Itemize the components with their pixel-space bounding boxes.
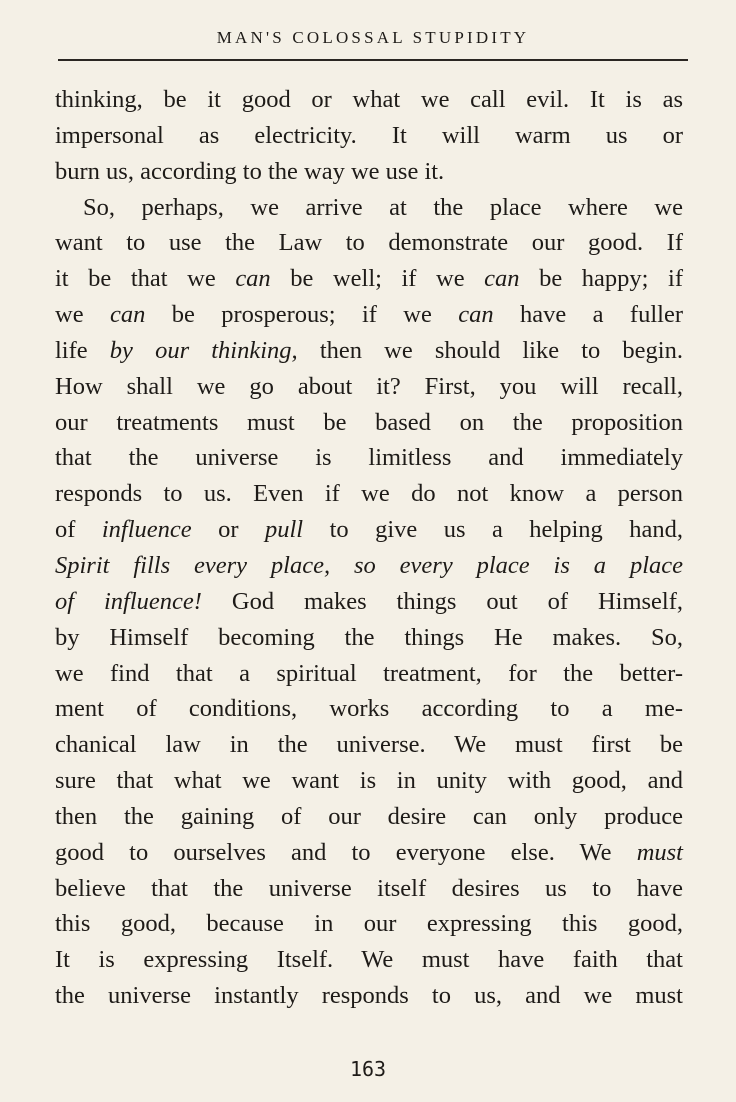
- header-rule: [58, 59, 688, 61]
- text-line: [55, 476, 683, 512]
- text-line: [55, 584, 683, 620]
- page-number: 163: [349, 1057, 387, 1081]
- text-line: [55, 835, 683, 871]
- text-segment: So, perhaps, we arrive at the place where we: [83, 193, 683, 221]
- text-line: [55, 727, 683, 763]
- italic-text: can: [458, 301, 494, 329]
- text-segment: the universe instantly responds to us, and we must: [55, 982, 683, 1010]
- text-segment: this good, because in our expressing this good,: [55, 910, 683, 938]
- running-head: MAN'S COLOSSAL STUPIDITY: [216, 28, 530, 47]
- italic-text: pull: [265, 516, 304, 544]
- text-line: [55, 154, 683, 190]
- text-segment: be happy; if: [519, 265, 683, 293]
- text-segment: want to use the Law to demonstrate our good. If: [55, 229, 683, 257]
- text-segment: thinking, be it good or what we call evil. It is as: [55, 86, 683, 113]
- text-segment: we: [55, 301, 110, 329]
- text-segment: burn us, according to the way we use it.: [55, 157, 445, 185]
- text-segment: good to ourselves and to everyone else. We: [55, 838, 637, 866]
- text-line: [55, 118, 683, 154]
- text-line: [55, 799, 683, 835]
- text-line: [55, 297, 683, 333]
- text-line: [55, 548, 683, 584]
- text-segment: ment of conditions, works according to a me-: [55, 695, 683, 723]
- text-line: [55, 82, 683, 118]
- text-segment: then the gaining of our desire can only produce: [55, 802, 683, 830]
- italic-text: must: [636, 838, 683, 866]
- italic-text: Spirit fills every place, so every place is a place: [55, 551, 683, 579]
- text-segment: sure that what we want is in unity with good, and: [55, 767, 683, 795]
- text-line: [55, 225, 683, 261]
- italic-text: of influence!: [55, 587, 202, 615]
- text-segment: have a fuller: [493, 301, 683, 329]
- text-segment: by Himself becoming the things He makes. So,: [55, 623, 683, 651]
- body-text: [55, 82, 683, 1014]
- text-segment: then we should like to begin.: [297, 336, 683, 364]
- text-segment: or: [191, 516, 265, 544]
- text-segment: God makes things out of Himself,: [201, 587, 684, 615]
- text-line: [55, 763, 683, 799]
- text-segment: we find that a spiritual treatment, for the better-: [55, 659, 683, 687]
- text-line: [55, 333, 683, 369]
- text-line: [55, 942, 683, 978]
- text-segment: chanical law in the universe. We must first be: [55, 731, 683, 759]
- text-segment: our treatments must be based on the proposition: [55, 408, 683, 436]
- text-line: [55, 871, 683, 907]
- italic-text: can: [235, 265, 271, 293]
- text-segment: life: [55, 336, 110, 364]
- text-segment: to give us a helping hand,: [303, 516, 683, 544]
- text-segment: it be that we: [55, 265, 236, 293]
- italic-text: influence: [101, 516, 192, 544]
- text-segment: How shall we go about it? First, you will recall,: [55, 372, 683, 400]
- text-line: [55, 405, 683, 441]
- italic-text: by our thinking,: [109, 336, 298, 364]
- italic-text: can: [484, 265, 520, 293]
- italic-text: can: [109, 301, 146, 329]
- text-segment: impersonal as electricity. It will warm us or: [55, 121, 683, 149]
- text-segment: believe that the universe itself desires us to have: [55, 874, 683, 902]
- text-line: [55, 512, 683, 548]
- text-line: [55, 261, 683, 297]
- text-segment: responds to us. Even if we do not know a person: [55, 480, 683, 508]
- text-line: [55, 978, 683, 1014]
- text-segment: be well; if we: [270, 265, 485, 293]
- text-segment: be prosperous; if we: [145, 301, 459, 329]
- text-line: [55, 620, 683, 656]
- text-line: [55, 440, 683, 476]
- text-line: [55, 190, 683, 226]
- text-segment: It is expressing Itself. We must have faith that: [55, 946, 683, 974]
- text-line: [55, 691, 683, 727]
- text-line: [55, 906, 683, 942]
- text-segment: of: [55, 516, 102, 544]
- text-line: [55, 656, 683, 692]
- text-line: [55, 369, 683, 405]
- text-segment: that the universe is limitless and immediately: [55, 444, 683, 472]
